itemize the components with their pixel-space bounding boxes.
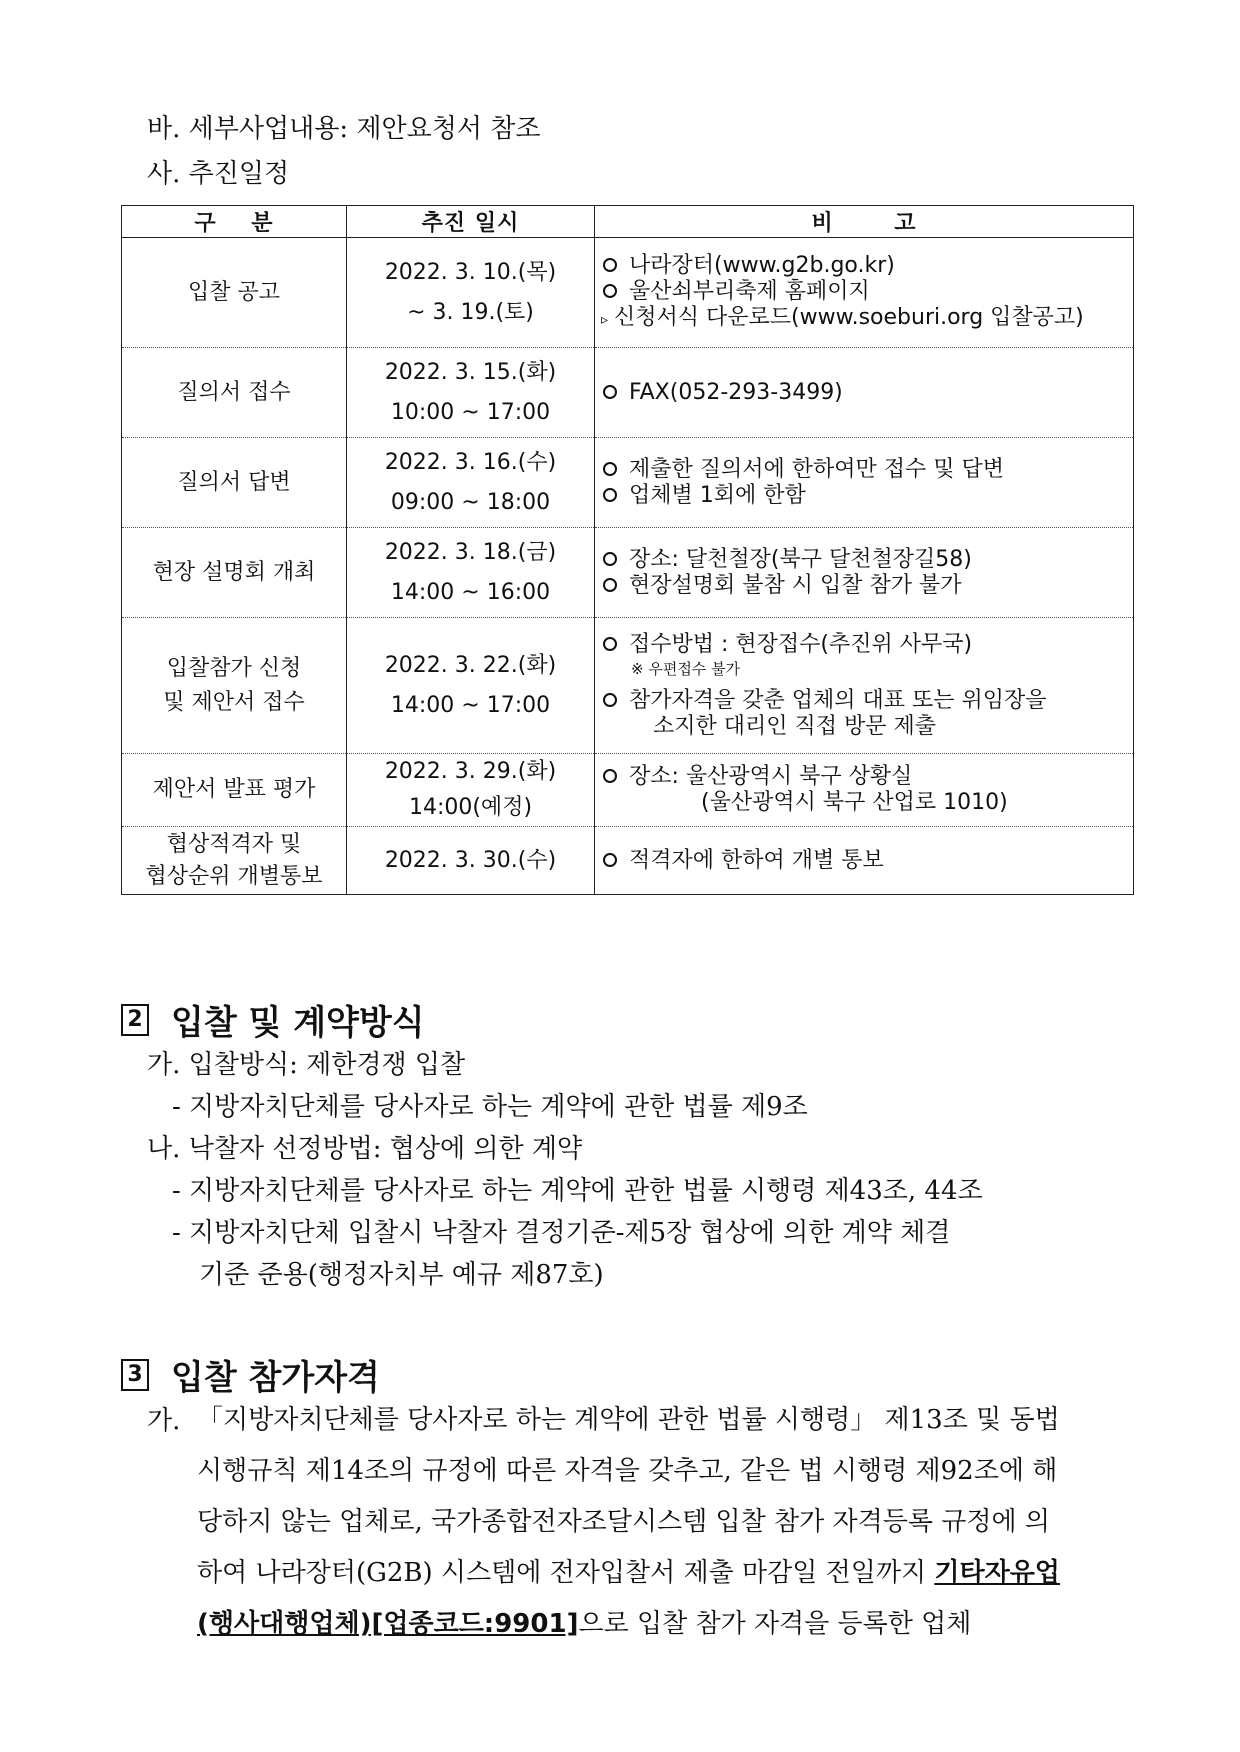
section-number-box: 3 (121, 1359, 149, 1391)
row-date: 2022. 3. 30.(수) (347, 827, 595, 895)
circle-bullet-icon (603, 385, 617, 399)
row-category: 질의서 답변 (122, 438, 347, 528)
circle-bullet-icon (603, 637, 617, 651)
row-date (347, 348, 595, 438)
triangle-bullet-icon: ▹ (601, 311, 609, 328)
row-date-line2: 14:00 ~ 17:00 (390, 692, 551, 718)
table-row (122, 827, 1134, 895)
table-row (122, 754, 1134, 827)
note-bullet: 장소: 울산광역시 북구 상황실 (601, 764, 1133, 790)
section-2-title: 입찰 및 계약방식 (171, 1003, 425, 1043)
table-row (122, 528, 1134, 618)
header-date: 추진 일시 (347, 206, 595, 238)
row-note (595, 618, 1134, 754)
row-date-line1: 2022. 3. 15.(화) (384, 359, 557, 385)
note-bullet: FAX(052-293-3499) (601, 380, 1133, 406)
circle-bullet-icon (603, 462, 617, 476)
intro-line-schedule: 사. 추진일정 (147, 159, 290, 189)
row-date-line2: 14:00(예정) (408, 795, 533, 820)
note-bullet: 적격자에 한하여 개별 통보 (601, 848, 1133, 874)
table-row (122, 618, 1134, 754)
row-date-line1: 2022. 3. 10.(목) (384, 259, 557, 285)
section-3-line: 「지방자치단체를 당사자로 하는 계약에 관한 법률 시행령」 제13조 및 동법 (197, 1405, 1060, 1435)
row-category: 현장 설명회 개최 (122, 528, 347, 618)
section-2-line: - 지방자치단체를 당사자로 하는 계약에 관한 법률 시행령 제43조, 44조 (172, 1176, 983, 1206)
circle-bullet-icon (603, 769, 617, 783)
row-category-line2: 협상순위 개별통보 (145, 863, 323, 889)
row-date-line2: 10:00 ~ 17:00 (390, 399, 551, 425)
note-bullet: 나라장터(www.g2b.go.kr) (601, 253, 1133, 279)
row-date-line2: 09:00 ~ 18:00 (390, 489, 551, 515)
note-continuation: 소지한 대리인 직접 방문 제출 (653, 713, 936, 739)
row-category: 제안서 발표 평가 (122, 754, 347, 827)
row-date-line1: 2022. 3. 22.(화) (384, 652, 557, 678)
note-subitem: ※ 우편접수 불가 (631, 659, 741, 678)
intro-line-detail: 바. 세부사업내용: 제안요청서 참조 (147, 114, 541, 144)
circle-bullet-icon (603, 552, 617, 566)
section-2-line: 가. 입찰방식: 제한경쟁 입찰 (147, 1050, 466, 1080)
note-bullet: 현장설명회 불참 시 입찰 참가 불가 (601, 573, 1133, 599)
row-date-line1: 2022. 3. 18.(금) (384, 539, 557, 565)
row-date-line2: 14:00 ~ 16:00 (390, 579, 551, 605)
row-note (595, 348, 1134, 438)
header-note: 비 고 (595, 206, 1134, 238)
note-bullet: 장소: 달천철장(북구 달천철장길58) (601, 547, 1133, 573)
emphasis-business-type: 기타자유업 (934, 1558, 1060, 1588)
note-continuation: (울산광역시 북구 산업로 1010) (701, 790, 1008, 815)
row-date (347, 438, 595, 528)
note-bullet: 제출한 질의서에 한하여만 접수 및 답변 (601, 457, 1133, 483)
emphasis-business-code: (행사대행업체)[업종코드:9901] (197, 1609, 579, 1639)
row-category (122, 827, 347, 895)
row-note (595, 238, 1134, 348)
section-3-line: 시행규칙 제14조의 규정에 따른 자격을 갖추고, 같은 법 시행령 제92조에 해 (197, 1456, 1058, 1486)
row-date (347, 754, 595, 827)
row-category-line2: 및 제안서 접수 (163, 689, 305, 715)
section-2-line: 기준 준용(행정자치부 예규 제87호) (199, 1260, 604, 1290)
circle-bullet-icon (603, 578, 617, 592)
row-note (595, 827, 1134, 895)
section-3-prefix: 가. (147, 1406, 181, 1436)
section-3-line: 하여 나라장터(G2B) 시스템에 전자입찰서 제출 마감일 전일까지 기타자유업 (197, 1558, 1060, 1588)
circle-bullet-icon (603, 258, 617, 272)
circle-bullet-icon (603, 853, 617, 867)
row-category-line1: 협상적격자 및 (166, 831, 302, 857)
header-category: 구 분 (122, 206, 347, 238)
note-subitem: ▹ 신청서식 다운로드(www.soeburi.org 입찰공고) (601, 304, 1084, 330)
section-2-line: - 지방자치단체를 당사자로 하는 계약에 관한 법률 제9조 (172, 1092, 808, 1122)
row-note (595, 438, 1134, 528)
circle-bullet-icon (603, 488, 617, 502)
schedule-table (121, 205, 1134, 895)
row-date (347, 618, 595, 754)
note-bullet: 울산쇠부리축제 홈페이지 (601, 279, 1133, 305)
table-row (122, 438, 1134, 528)
table-header-row (122, 206, 1134, 238)
table-row (122, 238, 1134, 348)
note-bullet: 접수방법 : 현장접수(추진위 사무국) (601, 632, 1133, 658)
row-date (347, 528, 595, 618)
section-3-line: (행사대행업체)[업종코드:9901]으로 입찰 참가 자격을 등록한 업체 (197, 1609, 972, 1639)
row-date (347, 238, 595, 348)
row-date-line1: 2022. 3. 16.(수) (384, 449, 557, 475)
section-2-line: - 지방자치단체 입찰시 낙찰자 결정기준-제5장 협상에 의한 계약 체결 (172, 1218, 951, 1248)
section-3-line: 당하지 않는 업체로, 국가종합전자조달시스템 입찰 참가 자격등록 규정에 의 (197, 1507, 1050, 1537)
section-number-box: 2 (121, 1004, 149, 1036)
row-note (595, 754, 1134, 827)
section-2-heading (121, 995, 425, 1044)
row-category (122, 618, 347, 754)
circle-bullet-icon (603, 693, 617, 707)
table-row (122, 348, 1134, 438)
row-date-line2: ~ 3. 19.(토) (407, 299, 534, 325)
circle-bullet-icon (603, 284, 617, 298)
section-2-line: 나. 낙찰자 선정방법: 협상에 의한 계약 (147, 1134, 583, 1164)
row-category: 입찰 공고 (122, 238, 347, 348)
section-3-heading (121, 1350, 380, 1399)
section-3-title: 입찰 참가자격 (171, 1358, 380, 1398)
note-bullet: 참가자격을 갖춘 업체의 대표 또는 위임장을 (601, 688, 1133, 714)
row-date-line1: 2022. 3. 29.(화) (384, 759, 557, 784)
note-bullet: 업체별 1회에 한함 (601, 483, 1133, 509)
row-category: 질의서 접수 (122, 348, 347, 438)
section-3-paragraph (197, 1395, 1117, 1650)
row-category-line1: 입찰참가 신청 (166, 655, 302, 681)
row-note (595, 528, 1134, 618)
